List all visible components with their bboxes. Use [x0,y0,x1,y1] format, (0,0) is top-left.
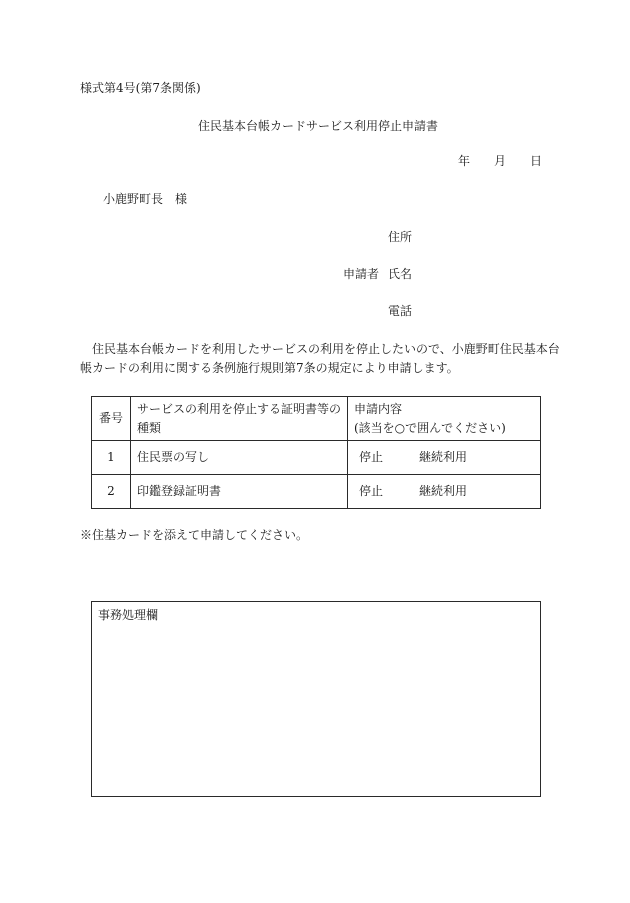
header-certificate-type-line-2: 種類 [137,420,162,435]
date-year-label: 年 [458,154,471,168]
table-header-row [92,397,541,441]
body-line-2: 帳カードの利用に関する条例施行規則第7条の規定により申請します。 [80,361,459,375]
applicant-address-label: 住所 [388,230,413,244]
header-number: 番号 [92,397,131,441]
row-request-options [348,441,541,475]
row-certificate-type: 印鑑登録証明書 [131,475,348,509]
header-certificate-type [131,397,348,441]
table-row [92,475,541,509]
request-table [91,396,541,509]
option-stop: 停止 [359,484,384,498]
option-stop: 停止 [359,450,384,464]
form-number: 様式第4号(第7条関係) [80,81,201,95]
office-use-box [91,601,541,797]
header-certificate-type-line-1: サービスの利用を停止する証明書等の [137,401,342,416]
header-request-content-line-1: 申請内容 [354,401,403,416]
header-request-content [348,397,541,441]
row-number: 1 [92,441,131,475]
applicant-role-label: 申請者 [343,267,380,281]
row-certificate-type: 住民票の写し [131,441,348,475]
row-request-options [348,475,541,509]
addressee: 小鹿野町長 様 [103,192,188,206]
row-number: 2 [92,475,131,509]
option-continue: 継続利用 [419,450,468,464]
form-title: 住民基本台帳カードサービス利用停止申請書 [198,119,439,133]
option-continue: 継続利用 [419,484,468,498]
note-text: ※住基カードを添えて申請してください。 [80,528,309,542]
date-month-label: 月 [494,154,507,168]
date-day-label: 日 [530,154,543,168]
office-use-label: 事務処理欄 [98,608,159,622]
table-row [92,441,541,475]
body-line-1: 住民基本台帳カードを利用したサービスの利用を停止したいので、小鹿野町住民基本台 [92,342,560,356]
applicant-phone-label: 電話 [388,304,413,318]
applicant-name-label: 氏名 [388,267,413,281]
header-request-content-line-2: (該当を○で囲んでください) [354,420,506,435]
